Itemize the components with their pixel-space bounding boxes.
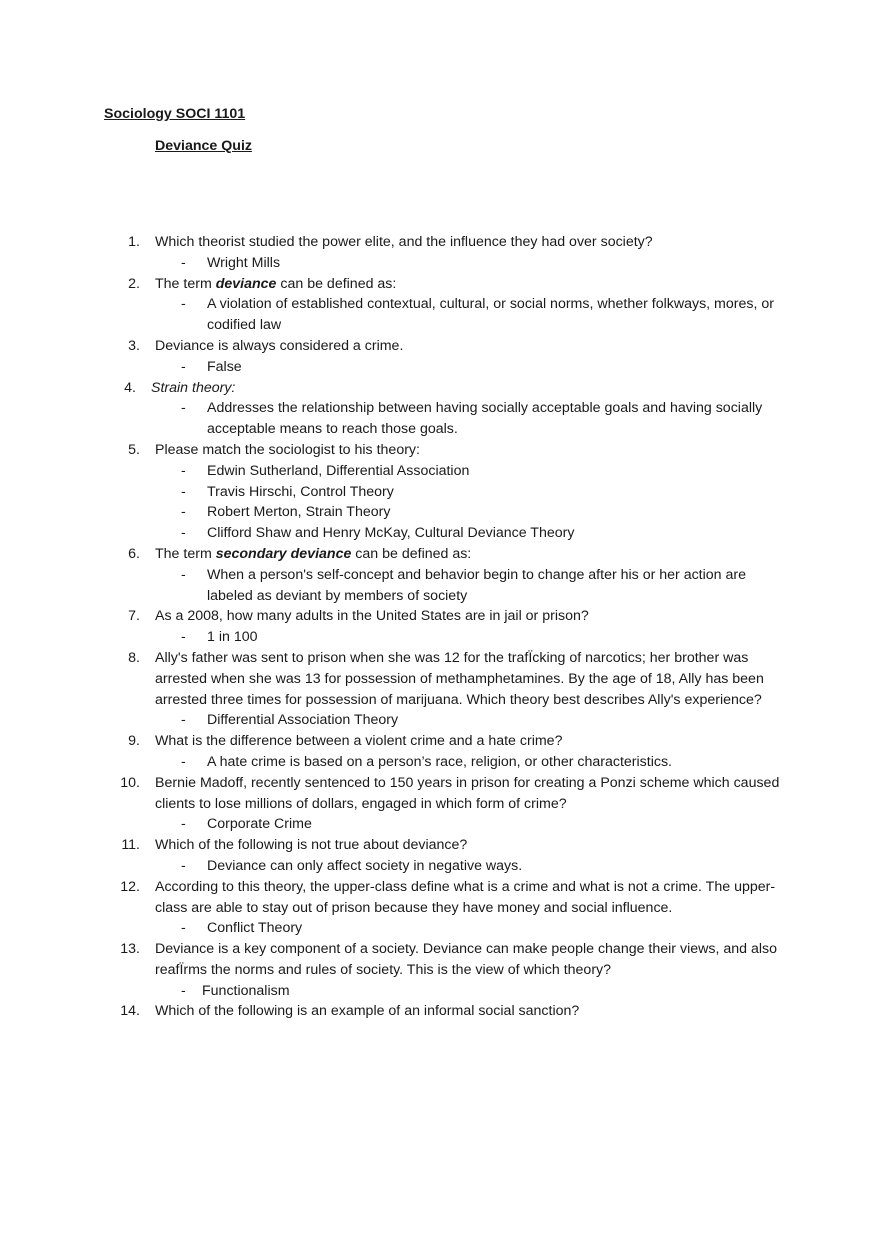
answer	[0, 565, 782, 607]
answer-text: Travis Hirschi, Control Theory	[207, 483, 394, 500]
course-title: Sociology SOCI 1101	[104, 106, 246, 122]
question-5	[0, 440, 780, 461]
question-text: According to this theory, the upper-class define what is a crime and what is not a crime. The upper-class are able to stay out of prison because they have money and social influence.	[155, 878, 776, 916]
question-6	[0, 544, 780, 565]
answer-text: Conflict Theory	[207, 920, 303, 937]
question-1	[0, 232, 780, 253]
question-4	[0, 378, 776, 399]
question-14	[0, 1001, 780, 1022]
answer-text: Wright Mills	[207, 254, 281, 271]
question-number: 4.	[124, 379, 136, 396]
question-text: Which theorist studied the power elite, and the influence they had over society?	[155, 234, 653, 250]
quiz-title: Deviance Quiz	[155, 138, 252, 154]
answer	[0, 357, 782, 378]
dash-bullet: -	[181, 462, 186, 479]
question-text-pre: The term	[155, 545, 216, 562]
question-12	[0, 877, 780, 919]
answer	[0, 398, 782, 440]
dash-bullet: -	[181, 816, 186, 833]
answer	[0, 502, 782, 523]
question-text: Deviance is a key component of a society. Deviance can make people change their views, and also reafÏrms the norms and rules of society. This is the view of which theory?	[155, 941, 777, 978]
question-number: 10.	[120, 774, 140, 791]
question-number: 1.	[128, 234, 140, 250]
question-text-pre: The term	[155, 275, 216, 292]
question-list	[0, 232, 880, 1022]
dash-bullet: -	[181, 712, 186, 729]
dash-bullet: -	[181, 920, 186, 937]
question-number: 7.	[128, 608, 140, 625]
answer-text: Addresses the relationship between having socially acceptable goals and having socially acceptable means to reach those goals.	[207, 400, 763, 438]
answer	[0, 710, 782, 731]
dash-bullet: -	[181, 400, 186, 417]
question-text: What is the difference between a violent crime and a hate crime?	[155, 733, 563, 750]
answer	[0, 981, 777, 1002]
question-8	[0, 648, 780, 710]
question-text: Deviance is always considered a crime.	[155, 337, 404, 354]
answer-text: Functionalism	[202, 982, 290, 999]
question-text: Which of the following is an example of an informal social sanction?	[155, 1003, 580, 1020]
answer-text: Corporate Crime	[207, 816, 312, 833]
question-text: Bernie Madoff, recently sentenced to 150 years in prison for creating a Ponzi scheme which caused clients to lose millions of dollars, engaged in which form of crime?	[155, 774, 780, 812]
question-number: 13.	[120, 941, 140, 958]
question-text: Ally's father was sent to prison when she was 12 for the trafÏcking of narcotics; her brother was arrested when she was 13 for possession of methamphetamines. By the age of 18, Ally has been arrested three times for possession of marijuana. Which theory best describes Ally's experience?	[155, 649, 764, 708]
answer	[0, 482, 782, 503]
question-number: 9.	[128, 733, 140, 750]
question-text: Which of the following is not true about deviance?	[155, 837, 468, 854]
dash-bullet: -	[181, 629, 186, 646]
question-term: secondary deviance	[215, 545, 352, 562]
question-2	[0, 274, 780, 295]
dash-bullet: -	[181, 857, 186, 874]
answer	[0, 814, 782, 835]
answer-text: Differential Association Theory	[207, 712, 399, 729]
dash-bullet: -	[181, 358, 186, 375]
answer	[0, 294, 782, 336]
question-text-post: can be defined as:	[351, 545, 472, 562]
answer-text: A violation of established contextual, cultural, or social norms, whether folkways, mores, or codified law	[207, 296, 774, 334]
question-number: 6.	[128, 545, 140, 562]
question-10	[0, 773, 780, 815]
answer	[0, 253, 782, 274]
question-text: Please match the sociologist to his theory:	[155, 441, 420, 458]
dash-bullet: -	[181, 982, 186, 999]
answer-text: 1 in 100	[207, 629, 258, 646]
answer-text: A hate crime is based on a person’s race, religion, or other characteristics.	[207, 753, 672, 770]
question-7	[0, 606, 780, 627]
dash-bullet: -	[181, 296, 186, 313]
question-term: deviance	[215, 275, 277, 292]
answer-text: Robert Merton, Strain Theory	[207, 504, 391, 521]
question-text: As a 2008, how many adults in the United States are in jail or prison?	[155, 608, 589, 625]
answer-text: Edwin Sutherland, Differential Association	[207, 462, 470, 479]
dash-bullet: -	[181, 483, 186, 500]
question-11	[0, 835, 780, 856]
dash-bullet: -	[181, 254, 186, 271]
question-9	[0, 731, 780, 752]
question-number: 14.	[120, 1003, 140, 1020]
dash-bullet: -	[181, 566, 186, 583]
question-text-post: can be defined as:	[276, 275, 397, 292]
question-number: 12.	[120, 878, 140, 895]
dash-bullet: -	[181, 753, 186, 770]
question-number: 8.	[128, 649, 140, 666]
answer	[0, 627, 782, 648]
answer-text: Clifford Shaw and Henry McKay, Cultural Deviance Theory	[207, 525, 575, 542]
question-3	[0, 336, 780, 357]
question-13	[0, 939, 780, 981]
question-number: 11.	[121, 837, 140, 854]
question-number: 3.	[128, 337, 140, 354]
answer	[0, 523, 782, 544]
answer-text: When a person's self-concept and behavior begin to change after his or her action are labeled as deviant by members of society	[207, 566, 747, 604]
answer	[0, 461, 782, 482]
answer	[0, 918, 782, 939]
question-number: 5.	[128, 441, 140, 458]
question-number: 2.	[128, 275, 140, 292]
answer-text: Deviance can only affect society in negative ways.	[207, 857, 523, 874]
answer	[0, 752, 782, 773]
dash-bullet: -	[181, 504, 186, 521]
answer	[0, 856, 782, 877]
answer-text: False	[207, 358, 242, 375]
dash-bullet: -	[181, 525, 186, 542]
question-text: Strain theory:	[151, 379, 236, 396]
